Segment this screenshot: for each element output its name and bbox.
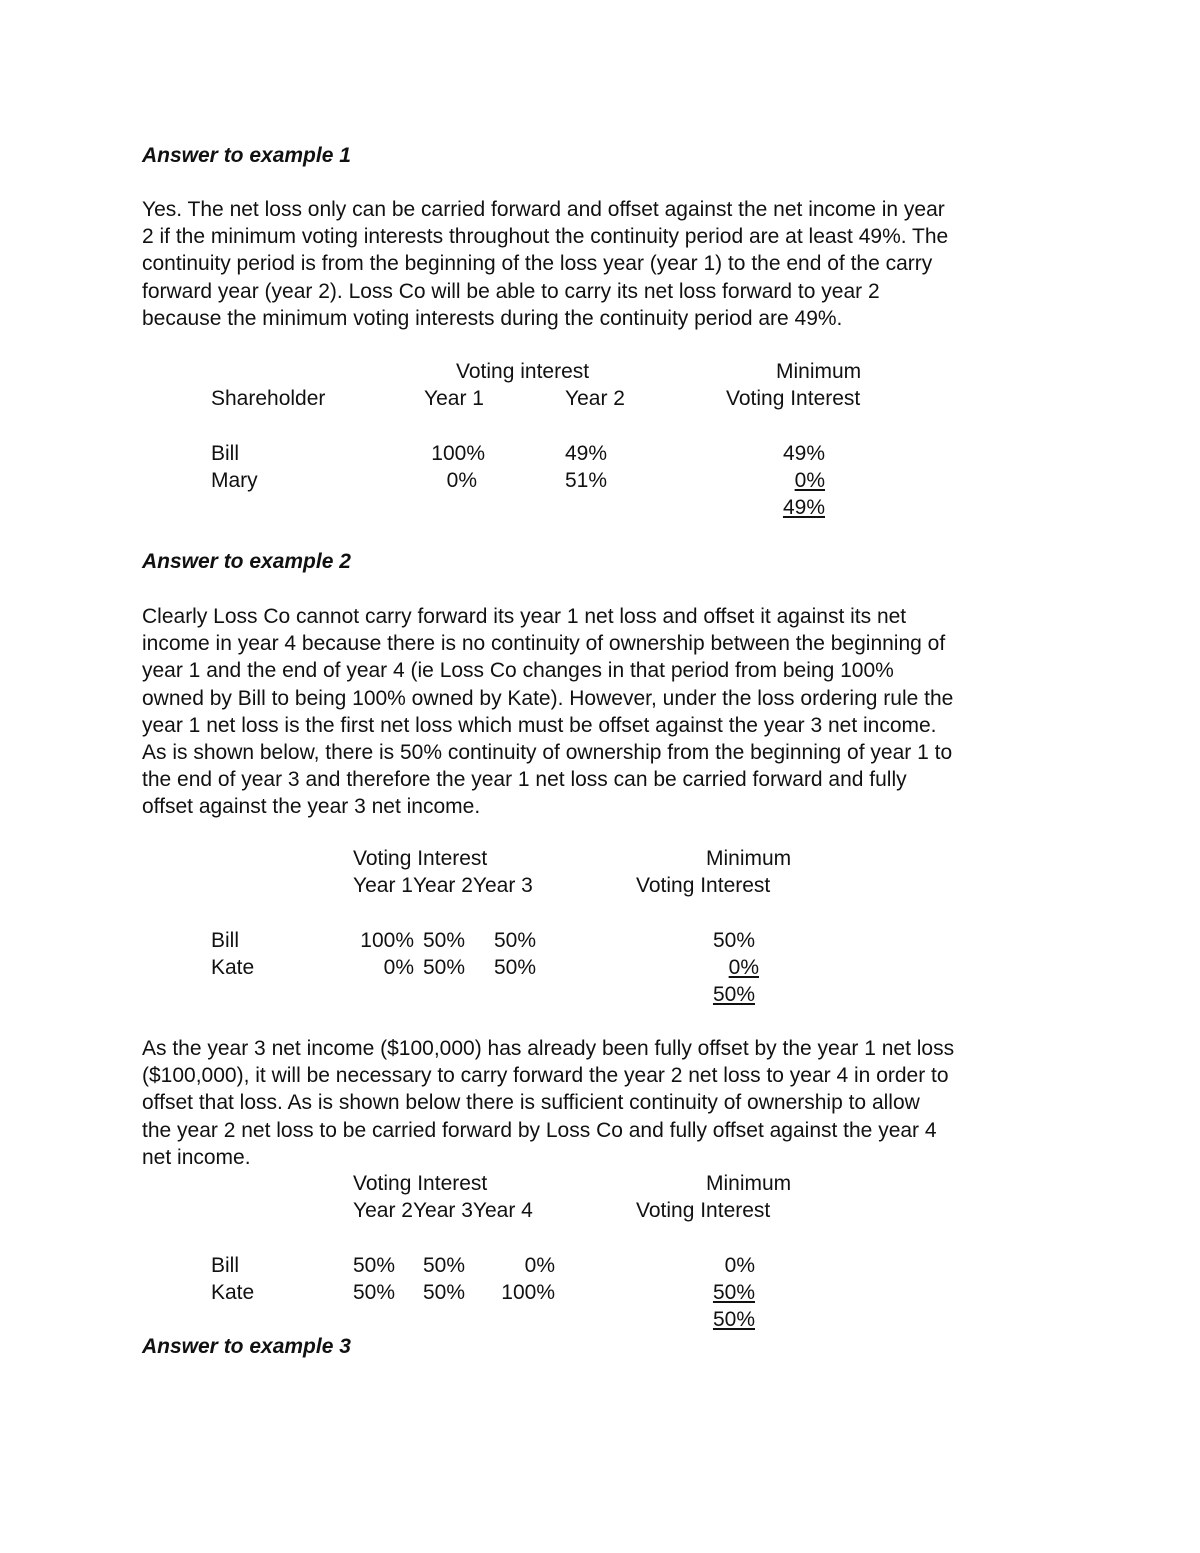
paragraph-line: Yes. The net loss only can be carried forward and offset against the net income in year bbox=[142, 198, 945, 221]
table-cell: 50% bbox=[423, 1254, 466, 1277]
table-cell: 50% bbox=[423, 1281, 466, 1304]
paragraph-line: 2 if the minimum voting interests throughout the continuity period are at least 49%. The bbox=[142, 225, 949, 249]
paragraph-line: Clearly Loss Co cannot carry forward its year 1 net loss and offset it against its net bbox=[142, 605, 907, 628]
table-min-header: Minimum bbox=[706, 847, 792, 870]
table-years-header: Year 2Year 3Year 4 bbox=[353, 1199, 533, 1222]
table-cell: 50% bbox=[353, 1281, 396, 1304]
table-cell-min-value: 0% bbox=[794, 469, 825, 492]
table-cell: 50% bbox=[423, 929, 466, 952]
paragraph-example-2b bbox=[142, 1035, 1082, 1171]
table-cell: 100% bbox=[431, 442, 485, 465]
table-min-header-2: Voting Interest bbox=[636, 874, 771, 897]
table-cell-min: 0% bbox=[724, 1254, 755, 1277]
table-min-header: Minimum bbox=[776, 360, 862, 383]
table-group-header: Voting Interest bbox=[353, 1172, 488, 1195]
table-col-shareholder: Shareholder bbox=[211, 387, 326, 410]
table-cell: 49% bbox=[565, 442, 608, 465]
table-cell: 0% bbox=[446, 469, 477, 492]
paragraph-line: ($100,000), it will be necessary to carry forward the year 2 net loss to year 4 in order to bbox=[142, 1064, 949, 1088]
table-cell: 50% bbox=[353, 1254, 396, 1277]
heading-example-1: Answer to example 1 bbox=[142, 144, 351, 167]
table-cell: 50% bbox=[423, 956, 466, 979]
paragraph-line: offset against the year 3 net income. bbox=[142, 795, 481, 819]
table-row-name: Mary bbox=[211, 469, 258, 492]
paragraph-line: owned by Bill to being 100% owned by Kate). However, under the loss ordering rule the bbox=[142, 686, 954, 710]
paragraph-line: forward year (year 2). Loss Co will be able to carry its net loss forward to year 2 bbox=[142, 279, 880, 303]
paragraph-line: because the minimum voting interests during the continuity period are 49%. bbox=[142, 306, 843, 330]
table-cell: 100% bbox=[501, 1281, 555, 1304]
table-row-name: Bill bbox=[211, 929, 240, 952]
heading-example-3: Answer to example 3 bbox=[142, 1335, 351, 1358]
table-years-header: Year 1Year 2Year 3 bbox=[353, 874, 533, 897]
paragraph-line: As is shown below, there is 50% continuity of ownership from the beginning of year 1 to bbox=[142, 741, 953, 765]
table-cell: 0% bbox=[383, 956, 414, 979]
table-row-name: Bill bbox=[211, 1254, 240, 1277]
table-cell: 51% bbox=[565, 469, 608, 492]
paragraph-line: the year 2 net loss to be carried forward by Loss Co and fully offset against the year 4 bbox=[142, 1118, 937, 1142]
table-min-header-2: Voting Interest bbox=[636, 1199, 771, 1222]
table-cell: 0% bbox=[524, 1254, 555, 1277]
paragraph-line: continuity period is from the beginning of the loss year (year 1) to the end of the carry bbox=[142, 252, 933, 276]
table-cell: 100% bbox=[360, 929, 414, 952]
table-total: 50% bbox=[712, 983, 755, 1006]
paragraph-line: income in year 4 because there is no continuity of ownership between the beginning of bbox=[142, 632, 946, 656]
paragraph-line: year 1 net loss is the first net loss which must be offset against the year 3 net income. bbox=[142, 713, 937, 737]
paragraph-example-1 bbox=[142, 196, 1082, 332]
table-min-header: Minimum bbox=[706, 1172, 792, 1195]
table-col-year2: Year 2 bbox=[565, 387, 625, 410]
paragraph-line: the end of year 3 and therefore the year 1 net loss can be carried forward and fully bbox=[142, 768, 907, 792]
table-total: 49% bbox=[782, 496, 825, 519]
table-cell-min: 49% bbox=[782, 442, 825, 465]
paragraph-line: offset that loss. As is shown below there is sufficient continuity of ownership to allow bbox=[142, 1091, 920, 1115]
table-cell-min-value: 0% bbox=[728, 956, 759, 979]
table-cell-min bbox=[706, 954, 759, 981]
table-cell-min: 50% bbox=[712, 929, 755, 952]
table-cell-min: 50% bbox=[712, 1281, 755, 1304]
paragraph-line: year 1 and the end of year 4 (ie Loss Co changes in that period from being 100% bbox=[142, 659, 894, 683]
table-cell: 50% bbox=[494, 929, 537, 952]
paragraph-line: As the year 3 net income ($100,000) has already been fully offset by the year 1 net loss bbox=[142, 1037, 955, 1060]
table-row-name: Bill bbox=[211, 442, 240, 465]
heading-example-2: Answer to example 2 bbox=[142, 550, 351, 573]
table-min-header-2: Voting Interest bbox=[726, 387, 861, 410]
table-row-name: Kate bbox=[211, 956, 255, 979]
paragraph-line: net income. bbox=[142, 1145, 251, 1169]
table-cell-min bbox=[776, 467, 825, 494]
table-total: 50% bbox=[712, 1308, 755, 1331]
table-row-name: Kate bbox=[211, 1281, 255, 1304]
table-group-header: Voting Interest bbox=[353, 847, 488, 870]
table-cell: 50% bbox=[494, 956, 537, 979]
table-col-year1: Year 1 bbox=[424, 387, 484, 410]
table-group-header: Voting interest bbox=[456, 360, 590, 383]
paragraph-example-2 bbox=[142, 603, 1082, 821]
